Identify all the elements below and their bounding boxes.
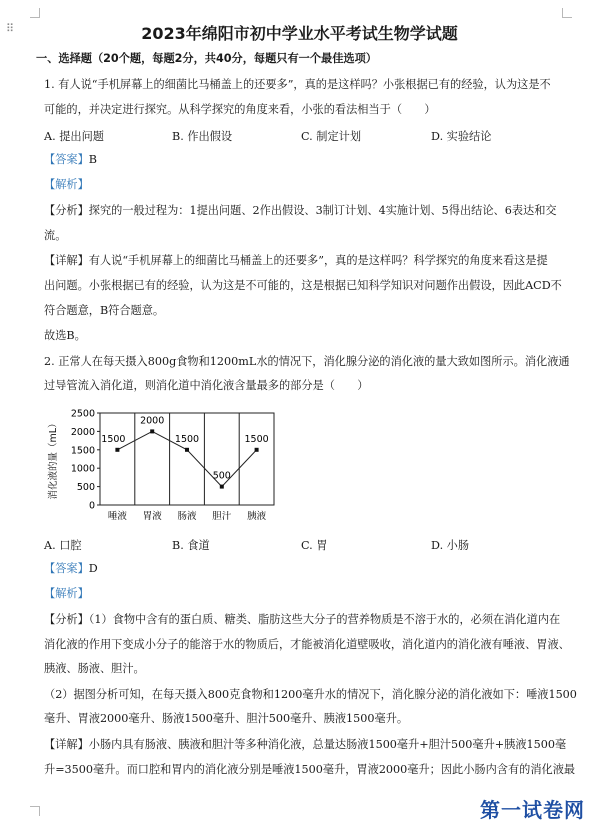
q1-option-a: A. 提出问题	[44, 130, 104, 143]
y-tick-label: 500	[76, 482, 95, 494]
y-tick-label: 2000	[70, 426, 95, 438]
q1-xiangjie-line3: 符合题意，B符合题意。	[44, 304, 165, 317]
xiangjie-tag: 【详解】	[44, 738, 89, 751]
y-tick-label: 0	[88, 500, 95, 512]
q1-analysis-tag: 【解析】	[44, 178, 89, 191]
q1-xiangjie-line2: 出问题。小张根据已有的经验，认为这是不可能的，这是根据已知科学知识对问题作出假设，因此ACD不	[44, 279, 562, 292]
data-point	[220, 485, 224, 489]
data-point	[185, 448, 189, 452]
x-tick-label: 肠液	[177, 511, 197, 522]
x-axis	[108, 510, 267, 522]
xiangjie-tag: 【详解】	[44, 254, 89, 267]
answer-value: B	[88, 153, 97, 166]
data-label: 2000	[140, 415, 165, 427]
fenxi-tag: 【分析】	[44, 204, 89, 217]
y-tick-label: 1000	[70, 463, 95, 475]
x-tick-label: 胃液	[142, 511, 162, 522]
answer-tag: 【答案】	[44, 562, 89, 575]
data-label: 1500	[101, 433, 126, 445]
q1-fenxi-line2: 流。	[44, 229, 67, 242]
q1-option-c: C. 制定计划	[301, 130, 362, 143]
crop-mark-bottom-left	[30, 806, 40, 816]
x-tick-label: 胰液	[247, 511, 267, 522]
data-point	[115, 448, 119, 452]
data-point	[255, 448, 259, 452]
q2-xiangjie-line1	[44, 738, 566, 752]
q2-option-b: B. 食道	[172, 539, 210, 552]
q1-answer	[44, 153, 97, 167]
q2-option-a: A. 口腔	[44, 539, 82, 552]
y-tick-label: 2500	[70, 408, 95, 420]
data-point	[150, 429, 154, 433]
q2-answer	[44, 562, 98, 576]
answer-tag: 【答案】	[44, 153, 89, 166]
q2-xiangjie-line2: 升=3500毫升。而口腔和胃内的消化液分别是唾液1500毫升，胃液2000毫升；因此小肠内含有的消化液最	[44, 763, 576, 776]
q2-analysis-tag: 【解析】	[44, 587, 89, 600]
q1-stem-line2: 可能的，并决定进行探究。从科学探究的角度来看，小张的看法相当于（ ）	[44, 103, 436, 116]
data-label: 500	[212, 470, 231, 482]
doc-title: 2023年绵阳市初中学业水平考试生物学试题	[141, 24, 458, 43]
data-points	[101, 415, 268, 488]
data-label: 1500	[174, 433, 200, 445]
y-axis-label: 消化液的量（mL）	[48, 418, 59, 500]
crop-mark-top-left	[30, 8, 40, 18]
q2-fenxi-line5: 毫升、胃液2000毫升、肠液1500毫升、胆汁500毫升、胰液1500毫升。	[44, 712, 409, 725]
x-tick-label: 唾液	[107, 511, 127, 522]
fenxi-text: （1）食物中含有的蛋白质、糖类、脂肪这些大分子的营养物质是不溶于水的，必须在消化道内在	[88, 613, 561, 626]
y-tick-label: 1500	[70, 445, 95, 457]
site-watermark: 第一试卷网	[480, 798, 585, 822]
xiangjie-text: 小肠内具有肠液、胰液和胆汁等多种消化液，总量达肠液1500毫升+胆汁500毫升+胰液1500毫	[88, 738, 567, 751]
q2-option-c: C. 胃	[301, 539, 328, 552]
data-label: 1500	[244, 433, 269, 445]
q1-conclusion: 故选B。	[44, 329, 86, 342]
fenxi-text: 探究的一般过程为：1提出问题、2作出假设、3制订计划、4实施计划、5得出结论、6表达和交	[88, 204, 557, 217]
section-heading: 一、选择题（20个题，每题2分，共40分，每题只有一个最佳选项）	[36, 52, 377, 65]
fenxi-tag: 【分析】	[44, 613, 89, 626]
drag-handle-icon[interactable]: ⠿	[6, 22, 16, 35]
q2-stem-line1: 2. 正常人在每天摄入800g食物和1200mL水的情况下，消化腺分泌的消化液的量大致如图所示。消化液通	[44, 355, 570, 368]
xiangjie-text: 有人说“手机屏幕上的细菌比马桶盖上的还要多”，真的是这样吗？科学探究的角度来看这是提	[88, 254, 548, 267]
q2-fenxi-line3: 胰液、肠液、胆汁。	[44, 662, 145, 675]
x-tick-label: 胆汁	[212, 511, 232, 522]
digestive-juice-chart	[44, 405, 284, 525]
q1-option-b: B. 作出假设	[172, 130, 233, 143]
q2-fenxi-line1	[44, 613, 560, 627]
q1-option-d: D. 实验结论	[431, 130, 492, 143]
q2-stem-line2: 过导管流入消化道，则消化道中消化液含量最多的部分是（ ）	[44, 379, 369, 392]
q2-fenxi-line2: 消化液的作用下变成小分子的能溶于水的物质后，才能被消化道壁吸收，消化道内的消化液有唾液、胃液、	[44, 638, 570, 651]
q1-stem-line1: 1. 有人说“手机屏幕上的细菌比马桶盖上的还要多”，真的是这样吗？小张根据已有的经验，认为这是不	[44, 78, 551, 91]
crop-mark-top-right	[562, 8, 572, 18]
q1-fenxi-line1	[44, 204, 557, 218]
q2-option-d: D. 小肠	[431, 539, 470, 552]
q1-xiangjie-line1	[44, 254, 548, 268]
y-axis	[71, 409, 100, 512]
q2-fenxi-line4: （2）据图分析可知，在每天摄入800克食物和1200毫升水的情况下，消化腺分泌的消化液如下：唾液1500	[44, 688, 577, 701]
answer-value: D	[88, 562, 98, 575]
